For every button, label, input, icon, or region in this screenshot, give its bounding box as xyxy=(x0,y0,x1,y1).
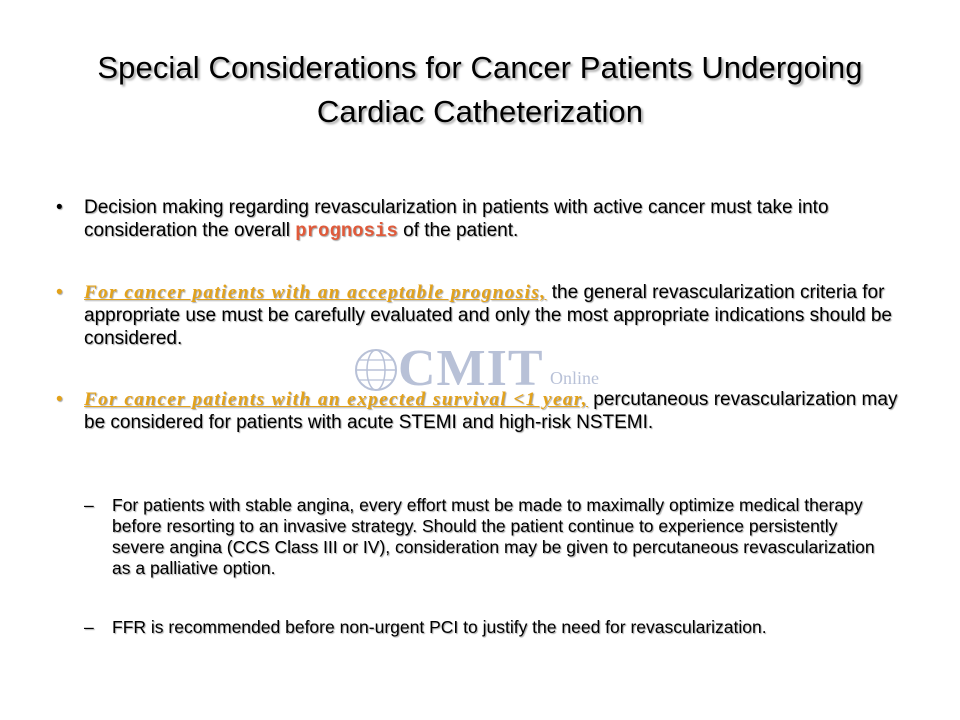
sub-bullet-ffr xyxy=(84,617,892,638)
sub-bullet-text: For patients with stable angina, every effort must be made to maximally optimize medical therapy before resorting to an invasive strategy. Should the patient continue to experience persistently severe angina (CCS Class III or IV), consideration may be given to percutaneous revascularization as a palliative option. xyxy=(112,495,875,578)
watermark-suffix: Online xyxy=(550,368,599,388)
sub-bullet-text: FFR is recommended before non-urgent PCI to justify the need for revascularization. xyxy=(112,617,767,637)
bullet-text xyxy=(84,388,904,434)
bullet-acceptable-prognosis xyxy=(56,281,904,350)
sub-bullet-stable-angina xyxy=(84,495,892,579)
globe-icon xyxy=(354,348,398,392)
bullet-marker: • xyxy=(56,197,63,218)
bullet-marker: • xyxy=(56,389,63,410)
slide-title-line-1: Special Considerations for Cancer Patients Undergoing xyxy=(97,50,863,85)
bullet-text-tail: the general revascularization criteria for appropriate use must be carefully evaluated and only the most appropriate indications should be considered. xyxy=(84,282,893,349)
bullet-decision-making xyxy=(56,196,904,243)
watermark-brand: CMIT xyxy=(398,340,544,397)
bullet-text xyxy=(84,196,904,243)
prognosis-highlight: prognosis xyxy=(295,220,398,242)
sub-bullet-marker: – xyxy=(84,495,94,515)
slide-title-line-2: Cardiac Catheterization xyxy=(316,94,644,129)
sub-bullet-marker: – xyxy=(84,617,94,637)
expected-survival-highlight: For cancer patients with an expected survival <1 year, xyxy=(84,389,589,410)
bullet-expected-survival xyxy=(56,388,904,434)
bullet-marker: • xyxy=(56,282,63,303)
slide-title xyxy=(40,46,920,134)
bullet-text xyxy=(84,281,904,350)
acceptable-prognosis-highlight: For cancer patients with an acceptable prognosis, xyxy=(84,282,547,303)
bullet-text-tail: percutaneous revascularization may be considered for patients with acute STEMI and high-risk NSTEMI. xyxy=(84,389,898,433)
bullet-text-lead: Decision making regarding revascularization in patients with active cancer must take into consideration the overall xyxy=(84,197,829,241)
bullet-text-tail: of the patient. xyxy=(397,220,519,241)
